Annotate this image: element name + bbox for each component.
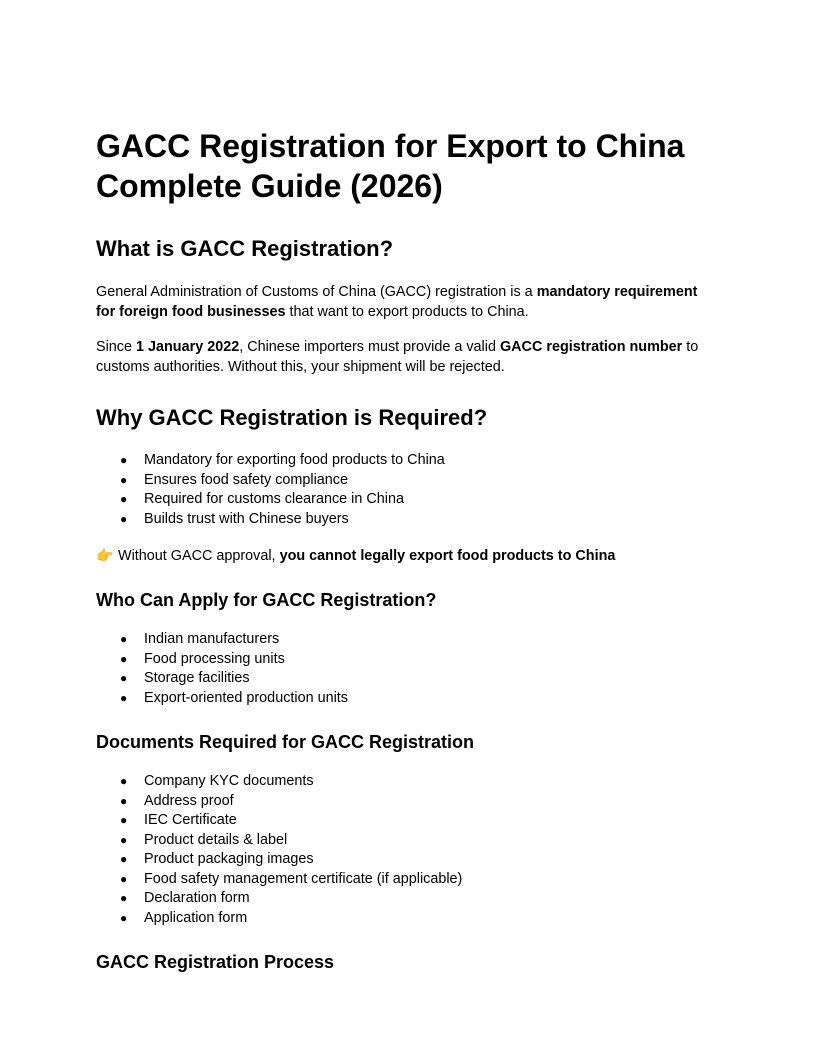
list-item: [96, 630, 720, 650]
p1-text-1: General Administration of Customs of China (GACC) registration is a: [96, 284, 537, 300]
pointing-hand-icon: 👉: [96, 547, 114, 563]
list-item: [96, 850, 720, 870]
list-item-text: Company KYC documents: [144, 773, 314, 789]
list-item: [96, 689, 720, 709]
list-item: [96, 650, 720, 670]
note-bold-1: you cannot legally export food products to China: [279, 548, 616, 564]
bullet-icon: ●: [120, 774, 128, 788]
document-page: [96, 126, 720, 974]
list-item-text: Product details & label: [144, 831, 288, 848]
who-list: [96, 630, 720, 708]
bullet-icon: ●: [120, 871, 128, 886]
list-item: [96, 909, 720, 929]
bullet-icon: ●: [120, 511, 128, 526]
bullet-icon: ●: [120, 453, 128, 467]
heading-what-is-gacc: What is GACC Registration?: [96, 236, 394, 261]
heading-registration-process: GACC Registration Process: [96, 952, 335, 972]
title-line-1: GACC Registration for Export to China: [96, 128, 685, 164]
note-text-1: Without GACC approval,: [114, 548, 280, 564]
bullet-icon: ●: [120, 852, 128, 866]
list-item: [96, 889, 720, 909]
list-item: [96, 772, 720, 792]
list-item-text: Food safety management certificate (if applicable): [144, 870, 463, 887]
list-item-text: Export-oriented production units: [144, 689, 348, 706]
list-item: [96, 792, 720, 812]
list-item: [96, 510, 720, 530]
why-list: [96, 451, 720, 529]
page-title: [96, 126, 720, 206]
list-item: [96, 451, 720, 471]
list-item-text: Required for customs clearance in China: [144, 491, 404, 507]
p2-bold-2: GACC registration number: [499, 339, 683, 355]
heading-who-can-apply: Who Can Apply for GACC Registration?: [96, 590, 437, 610]
list-item-text: Product packaging images: [144, 851, 314, 867]
list-item: [96, 669, 720, 689]
list-item-text: Address proof: [144, 792, 234, 809]
p1-text-2: that want to export products to China.: [285, 304, 529, 320]
heading-documents-required: Documents Required for GACC Registration: [96, 732, 475, 752]
note-without-approval: [96, 545, 720, 566]
p2-text-2: , Chinese importers must provide a valid: [239, 339, 500, 355]
p1-bold-1: mandatory requirement for foreign food businesses: [96, 284, 698, 320]
list-item: [96, 870, 720, 890]
bullet-icon: ●: [120, 671, 128, 685]
list-item: [96, 831, 720, 851]
bullet-icon: ●: [120, 891, 128, 905]
list-item: [96, 811, 720, 831]
p2-text-3: to customs authorities. Without this, your shipment will be rejected.: [96, 339, 699, 375]
bullet-icon: ●: [120, 492, 128, 506]
list-item-text: Builds trust with Chinese buyers: [144, 510, 349, 527]
bullet-icon: ●: [120, 690, 128, 705]
paragraph-gacc-definition: [96, 282, 720, 322]
bullet-icon: ●: [120, 910, 128, 925]
bullet-icon: ●: [120, 813, 128, 827]
list-item-text: Mandatory for exporting food products to China: [144, 452, 445, 468]
list-item-text: Indian manufacturers: [144, 631, 280, 647]
bullet-icon: ●: [120, 793, 128, 808]
bullet-icon: ●: [120, 632, 128, 646]
paragraph-since-2022: [96, 337, 720, 377]
documents-list: [96, 772, 720, 928]
list-item: [96, 471, 720, 491]
p2-bold-1: 1 January 2022: [136, 339, 240, 355]
p2-text-1: Since: [96, 339, 136, 355]
bullet-icon: ●: [120, 651, 128, 666]
list-item: [96, 490, 720, 510]
list-item-text: IEC Certificate: [144, 812, 237, 828]
title-line-2: Complete Guide (2026): [96, 168, 443, 204]
list-item-text: Declaration form: [144, 890, 250, 906]
bullet-icon: ●: [120, 832, 128, 847]
list-item-text: Food processing units: [144, 650, 285, 667]
list-item-text: Application form: [144, 909, 248, 926]
list-item-text: Storage facilities: [144, 670, 250, 686]
bullet-icon: ●: [120, 472, 128, 487]
list-item-text: Ensures food safety compliance: [144, 471, 348, 488]
heading-why-required: Why GACC Registration is Required?: [96, 405, 488, 430]
